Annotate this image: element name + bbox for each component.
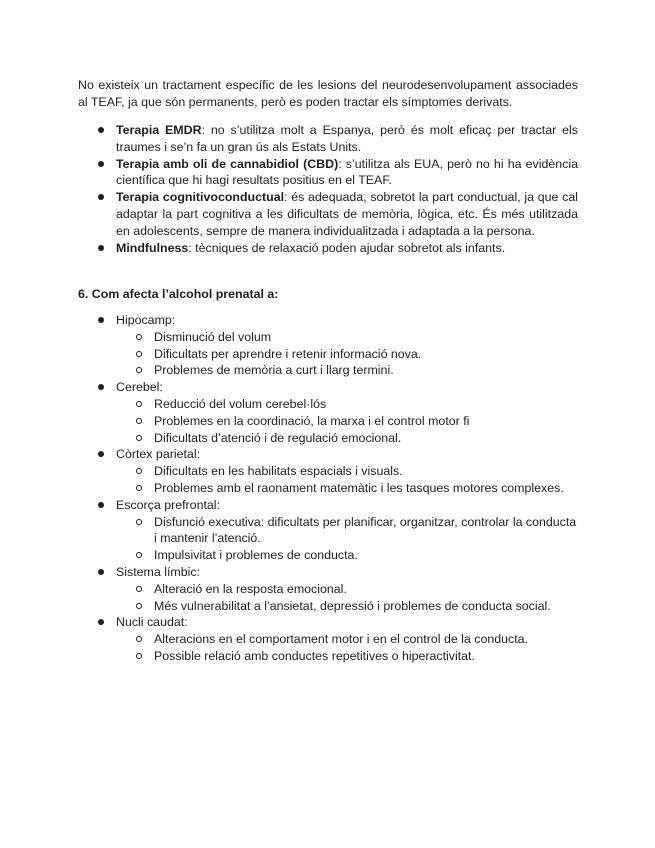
effect-text: Impulsivitat i problemes de conducta. xyxy=(154,548,358,563)
effect-item xyxy=(116,514,578,548)
effects-list xyxy=(116,463,578,497)
region-item xyxy=(78,614,578,664)
region-item xyxy=(78,379,578,446)
circle-bullet-icon xyxy=(136,334,142,340)
region-label: Sistema límbic: xyxy=(116,564,200,579)
effect-item xyxy=(116,430,578,447)
effect-item xyxy=(116,362,578,379)
effect-text: Problemes amb el raonament matemàtic i les tasques motores complexes. xyxy=(154,480,564,495)
effect-item xyxy=(116,581,578,598)
circle-bullet-icon xyxy=(136,468,142,474)
bullet-icon xyxy=(98,317,104,323)
region-label: Nucli caudat: xyxy=(116,615,188,630)
effect-text: Dificultats en les habilitats espacials i visuals. xyxy=(154,464,403,479)
circle-bullet-icon xyxy=(136,418,142,424)
bullet-icon xyxy=(98,194,104,200)
circle-bullet-icon xyxy=(136,603,142,609)
treatment-description: : és adequada, sobretot la part conductual, ja que cal adaptar la part cognitiva a les dificultats de memòria, lògica, etc. És més utilitzada en adolescents, sempre de manera individualitzada i adaptada a la persona. xyxy=(116,190,578,238)
brain-region-list xyxy=(78,312,578,665)
effect-text: Alteracions en el comportament motor i en el control de la conducta. xyxy=(154,632,528,647)
region-label: Escorça prefrontal: xyxy=(116,497,220,512)
effect-item xyxy=(116,547,578,564)
treatment-item xyxy=(78,156,578,190)
circle-bullet-icon xyxy=(136,586,142,592)
treatment-description: : s’utilitza als EUA, però no hi ha evidència científica que hi hagi resultats positius en el TEAF. xyxy=(116,156,579,188)
bullet-icon xyxy=(98,619,104,625)
treatment-name: Mindfulness xyxy=(116,240,189,255)
treatment-list xyxy=(78,122,578,256)
region-item xyxy=(78,564,578,614)
effect-item xyxy=(116,598,578,615)
region-item xyxy=(78,497,578,564)
effect-item xyxy=(116,648,578,665)
treatment-item xyxy=(78,122,578,156)
treatment-item xyxy=(78,189,578,239)
effect-text: Disfunció executiva: dificultats per planificar, organitzar, controlar la conducta i mantenir l’atenció. xyxy=(154,514,577,546)
region-label: Hipocamp: xyxy=(116,313,176,327)
effect-item xyxy=(116,396,578,413)
effect-text: Disminució del volum xyxy=(154,329,272,344)
bullet-icon xyxy=(98,569,104,575)
treatment-description: : no s’utilitza molt a Espanya, però és molt eficaç per tractar els traumes i se’n fa un gran ús als Estats Units. xyxy=(116,123,578,154)
circle-bullet-icon xyxy=(136,351,142,357)
region-item xyxy=(78,312,578,379)
bullet-icon xyxy=(98,245,104,251)
treatment-name: Terapia amb oli de cannabidiol (CBD) xyxy=(116,156,339,171)
effect-text: Alteració en la resposta emocional. xyxy=(154,581,347,596)
bullet-icon xyxy=(98,127,104,133)
bullet-icon xyxy=(98,384,104,390)
effects-list xyxy=(116,581,578,615)
circle-bullet-icon xyxy=(136,485,142,491)
intro-paragraph: No existeix un tractament específic de les lesions del neurodesenvolupament associades al TEAF, ja que són permanents, però es poden tractar els símptomes derivats. xyxy=(78,78,578,109)
effect-text: Reducció del volum cerebel·lós xyxy=(154,396,327,411)
circle-bullet-icon xyxy=(136,636,142,642)
circle-bullet-icon xyxy=(136,653,142,659)
effect-item xyxy=(116,480,578,497)
effect-text: Més vulnerabilitat a l’ansietat, depressió i problemes de conducta social. xyxy=(154,598,551,613)
effect-item xyxy=(116,413,578,430)
treatment-description: : tècniques de relaxació poden ajudar sobretot als infants. xyxy=(188,240,506,255)
effect-text: Possible relació amb conductes repetitives o hiperactivitat. xyxy=(154,648,475,663)
circle-bullet-icon xyxy=(136,435,142,441)
bullet-icon xyxy=(98,502,104,508)
bullet-icon xyxy=(98,161,104,167)
effect-text: Dificultats d’atenció i de regulació emocional. xyxy=(154,430,402,445)
circle-bullet-icon xyxy=(136,519,142,525)
circle-bullet-icon xyxy=(136,367,142,373)
region-label: Cerebel: xyxy=(116,380,163,395)
effect-item xyxy=(116,346,578,363)
effect-item xyxy=(116,463,578,480)
effects-list xyxy=(116,329,578,379)
section-heading: 6. Com afecta l’alcohol prenatal a: xyxy=(78,287,279,301)
treatment-name: Terapia cognitivoconductual xyxy=(116,190,285,205)
effect-item xyxy=(116,329,578,346)
effects-list xyxy=(116,396,578,446)
effects-list xyxy=(116,514,578,564)
region-item xyxy=(78,446,578,496)
circle-bullet-icon xyxy=(136,552,142,558)
circle-bullet-icon xyxy=(136,401,142,407)
bullet-icon xyxy=(98,451,104,457)
treatment-name: Terapia EMDR xyxy=(116,123,202,137)
effects-list xyxy=(116,631,578,665)
effect-item xyxy=(116,631,578,648)
treatment-item xyxy=(78,240,578,257)
effect-text: Problemes en la coordinació, la marxa i el control motor fi xyxy=(154,413,470,428)
effect-text: Problemes de memòria a curt i llarg termini. xyxy=(154,363,394,378)
effect-text: Dificultats per aprendre i retenir informació nova. xyxy=(154,346,422,361)
region-label: Còrtex parietal: xyxy=(116,447,201,462)
